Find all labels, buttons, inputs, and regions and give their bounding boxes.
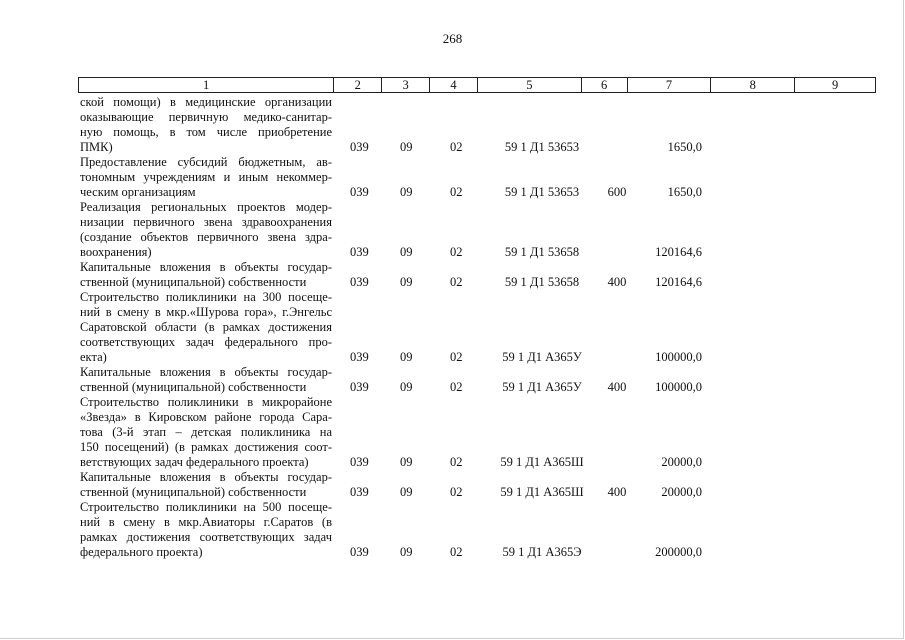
subsection-code: 02 (450, 485, 463, 499)
amount: 120164,6 (655, 275, 702, 289)
target-article-code: 59 1 Д1 А365У (502, 350, 582, 364)
section-code: 09 (400, 245, 413, 259)
section-code: 09 (400, 485, 413, 499)
table-row (80, 260, 875, 290)
target-article-code: 59 1 Д1 53653 (504, 185, 580, 199)
description-line: ственной (муниципальной) собственности (80, 485, 307, 499)
table-row (80, 365, 875, 395)
section-code: 09 (400, 275, 413, 289)
amount: 1650,0 (667, 185, 702, 199)
section-code: 09 (400, 455, 413, 469)
row-description (80, 500, 332, 560)
table-row (80, 155, 875, 200)
subsection-code: 02 (450, 275, 463, 289)
header-cell-6: 6 (582, 78, 628, 92)
description-line: (создание объектов первичного звена здра- (80, 230, 332, 244)
description-line: воохранения) (80, 245, 152, 259)
description-line: Строительство поликлиники в микрорайоне (80, 395, 332, 409)
row-description (80, 155, 332, 200)
table-row (80, 395, 875, 470)
description-line: Саратовской области (в рамках достижения (80, 320, 332, 334)
row-description (80, 395, 332, 470)
description-line: Капитальные вложения в объекты государ- (80, 260, 332, 274)
table-row (80, 290, 875, 365)
description-line: соответствующих задач федерального про- (80, 335, 332, 349)
header-cell-3: 3 (382, 78, 430, 92)
header-cell-5: 5 (478, 78, 582, 92)
amount: 100000,0 (655, 380, 702, 394)
section-code: 09 (400, 185, 413, 199)
description-line: Реализация региональных проектов модер- (80, 200, 332, 214)
amount: 20000,0 (661, 485, 702, 499)
target-article-code: 59 1 Д1 А365Э (502, 545, 582, 559)
subsection-code: 02 (450, 185, 463, 199)
expense-type-code: 400 (607, 380, 627, 394)
amount: 120164,6 (655, 245, 702, 259)
subsection-code: 02 (450, 140, 463, 154)
ved-code: 039 (350, 545, 369, 559)
target-article-code: 59 1 Д1 А365Ш (500, 455, 584, 469)
expense-type-code: 400 (607, 485, 627, 499)
description-line: ную помощь, в том числе приобретение (80, 125, 332, 139)
amount: 20000,0 (661, 455, 702, 469)
description-line: тономным учреждениям и иным некоммер- (80, 170, 332, 184)
description-line: екта) (80, 350, 107, 364)
description-line: ний в смену в мкр.«Шурова гора», г.Энгельс (80, 305, 332, 319)
subsection-code: 02 (450, 380, 463, 394)
ved-code: 039 (350, 380, 369, 394)
expense-type-code: 400 (607, 275, 627, 289)
ved-code: 039 (350, 185, 369, 199)
description-line: ний в смену в мкр.Авиаторы г.Саратов (в (80, 515, 332, 529)
target-article-code: 59 1 Д1 53653 (504, 140, 580, 154)
header-cell-1: 1 (79, 78, 334, 92)
table-row (80, 470, 875, 500)
target-article-code: 59 1 Д1 А365У (502, 380, 582, 394)
amount: 100000,0 (655, 350, 702, 364)
description-line: ческим организациям (80, 185, 196, 199)
row-description (80, 260, 332, 290)
header-cell-9: 9 (831, 78, 839, 92)
description-line: оказывающие первичную медико-санитар- (80, 110, 332, 124)
description-line: низации первичного звена здравоохранения (80, 215, 332, 229)
section-code: 09 (400, 380, 413, 394)
page-number: 268 (442, 31, 463, 46)
description-line: ПМК) (80, 140, 113, 154)
row-description (80, 200, 332, 260)
table-row (80, 500, 875, 560)
description-line: ственной (муниципальной) собственности (80, 380, 307, 394)
subsection-code: 02 (450, 455, 463, 469)
description-line: това (3-й этап – детская поликлиника на (80, 425, 332, 439)
table-row (80, 200, 875, 260)
ved-code: 039 (350, 275, 369, 289)
row-description (80, 470, 332, 500)
row-description (80, 95, 332, 155)
ved-code: 039 (350, 350, 369, 364)
table-row (80, 95, 875, 155)
section-code: 09 (400, 350, 413, 364)
description-line: федерального проекта) (80, 545, 203, 559)
amount: 1650,0 (667, 140, 702, 154)
description-line: ветствующих задач федерального проекта) (80, 455, 309, 469)
table-header-row (78, 77, 876, 93)
ved-code: 039 (350, 140, 369, 154)
target-article-code: 59 1 Д1 А365Ш (500, 485, 584, 499)
subsection-code: 02 (450, 545, 463, 559)
header-cell-4: 4 (430, 78, 478, 92)
description-line: Строительство поликлиники на 500 посеще- (80, 500, 332, 514)
target-article-code: 59 1 Д1 53658 (504, 275, 580, 289)
subsection-code: 02 (450, 350, 463, 364)
description-line: 150 посещений) (в рамках достижения соот- (80, 440, 332, 454)
ved-code: 039 (350, 455, 369, 469)
description-line: Строительство поликлиники на 300 посеще- (80, 290, 332, 304)
ved-code: 039 (350, 245, 369, 259)
expense-type-code: 600 (607, 185, 627, 199)
row-description (80, 290, 332, 365)
description-line: Капитальные вложения в объекты государ- (80, 365, 332, 379)
amount: 200000,0 (655, 545, 702, 559)
section-code: 09 (400, 140, 413, 154)
description-line: рамках достижения соответствующих задач (80, 530, 332, 544)
target-article-code: 59 1 Д1 53658 (504, 245, 580, 259)
description-line: Капитальные вложения в объекты государ- (80, 470, 332, 484)
ved-code: 039 (350, 485, 369, 499)
section-code: 09 (400, 545, 413, 559)
header-cell-7: 7 (628, 78, 712, 92)
header-cell-2: 2 (334, 78, 382, 92)
description-line: ственной (муниципальной) собственности (80, 275, 307, 289)
row-description (80, 365, 332, 395)
description-line: Предоставление субсидий бюджетным, ав- (80, 155, 332, 169)
description-line: «Звезда» в Кировском районе города Сара- (80, 410, 332, 424)
header-cell-8: 8 (711, 78, 795, 92)
subsection-code: 02 (450, 245, 463, 259)
description-line: ской помощи) в медицинские организации (80, 95, 332, 109)
